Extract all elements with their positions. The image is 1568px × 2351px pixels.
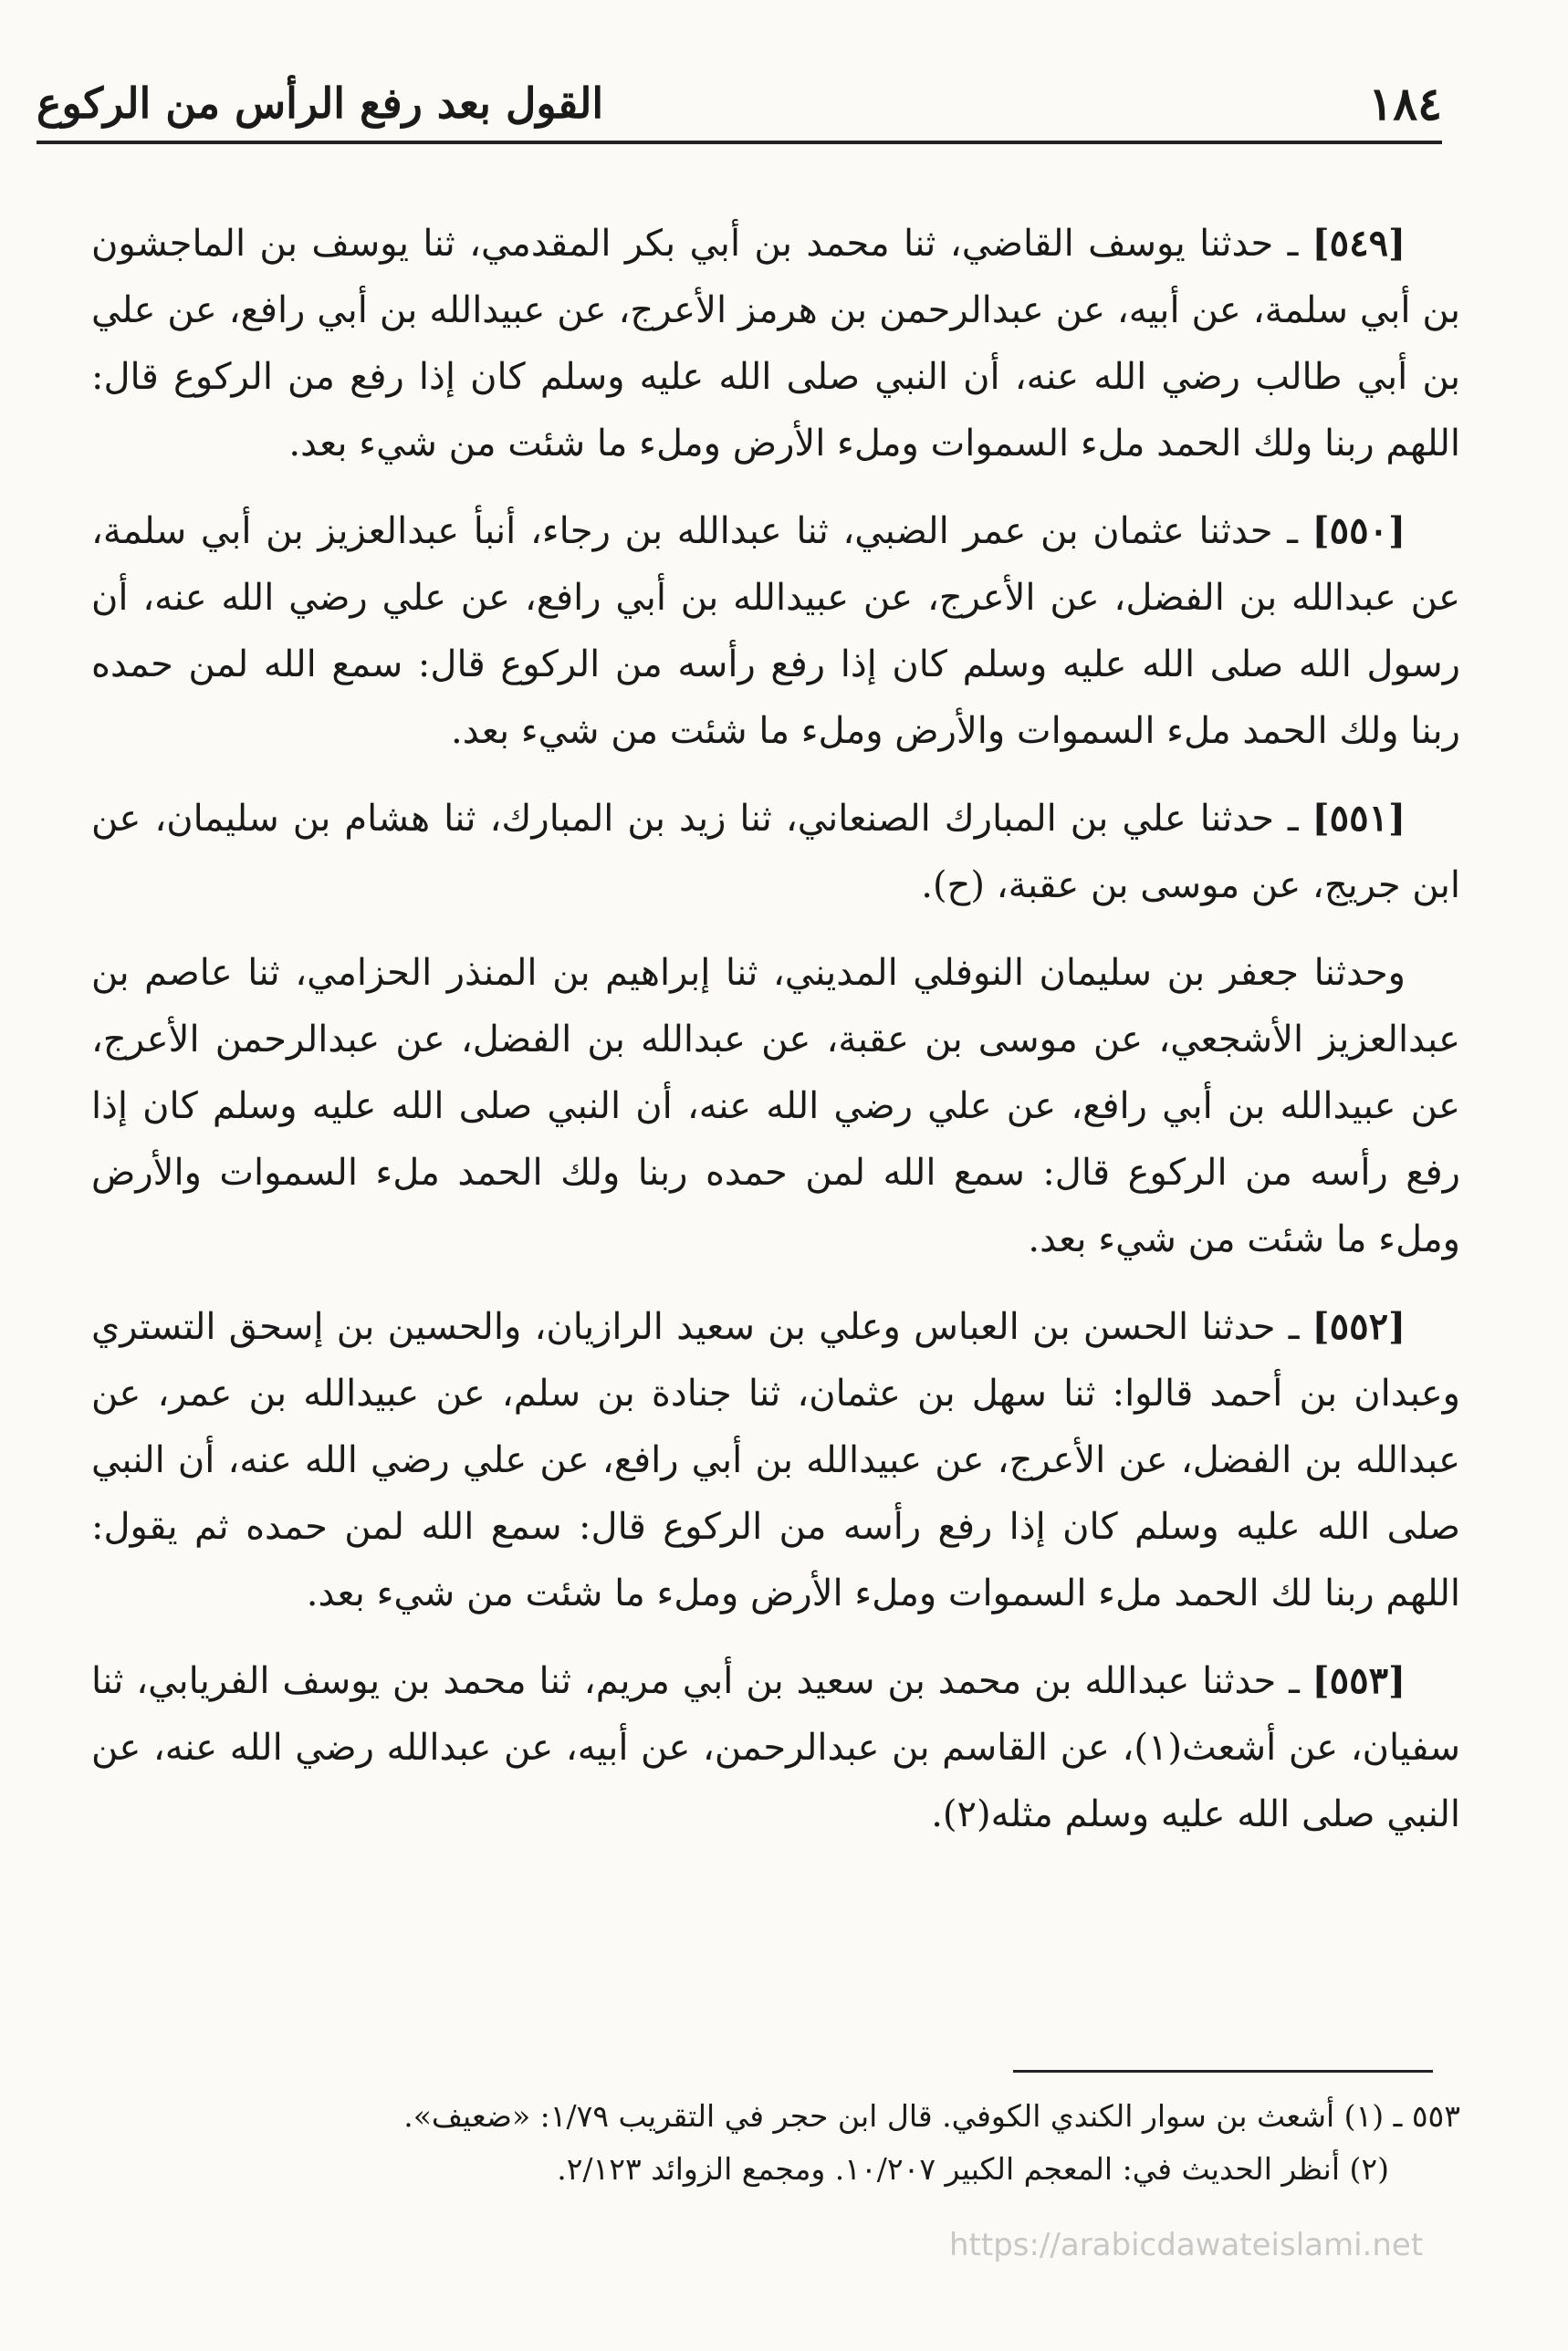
hadith-number: [٥٥٠] [1312, 509, 1406, 552]
hadith-550 [91, 497, 1460, 765]
hadith-text: ـ حدثنا عثمان بن عمر الضبي، ثنا عبدالله بن رجاء، أنبأ عبدالعزيز بن أبي سلمة، عن عبدالله بن الفضل، عن الأعرج، عن عبيدالله بن أبي رافع، عن علي رضي الله عنه، أن رسول الله صلى الله عليه وسلم كان إذا رفع رأسه من الركوع قال: سمع الله لمن حمده ربنا ولك الحمد ملء السموات والأرض وملء ما شئت من شيء بعد. [91, 510, 1460, 752]
hadith-number: [٥٥١] [1312, 797, 1406, 840]
hadith-551 [91, 785, 1460, 919]
hadith-549 [91, 210, 1460, 477]
header-rule [37, 141, 1442, 144]
footnotes [183, 2090, 1460, 2196]
hadith-number: [٥٤٩] [1312, 222, 1406, 265]
watermark-url: https://arabicdawateislami.net [949, 2227, 1424, 2263]
hadith-number: [٥٥٣] [1312, 1659, 1406, 1702]
hadith-number: [٥٥٢] [1312, 1305, 1406, 1348]
hadith-text: ـ حدثنا يوسف القاضي، ثنا محمد بن أبي بكر المقدمي، ثنا يوسف بن الماجشون بن أبي سلمة، عن أبيه، عن عبدالرحمن بن هرمز الأعرج، عن عبيدالله بن أبي رافع، عن علي بن أبي طالب رضي الله عنه، أن النبي صلى الله عليه وسلم كان إذا رفع من الركوع قال: اللهم ربنا ولك الحمد ملء السموات وملء الأرض وملء ما شئت من شيء بعد. [91, 223, 1460, 465]
footnote-separator [1013, 2070, 1433, 2073]
footnote-1: ٥٥٣ ـ (١) أشعث بن سوار الكندي الكوفي. قال ابن حجر في التقريب ١/٧٩: «ضعيف». [403, 2098, 1460, 2134]
hadith-551-alt-chain [91, 939, 1460, 1273]
hadith-text: وحدثنا جعفر بن سليمان النوفلي المديني، ثنا إبراهيم بن المنذر الحزامي، ثنا عاصم بن عبدالعزيز الأشجعي، عن موسى بن عقبة، عن عبدالله بن الفضل، عن عبدالرحمن الأعرج، عن عبيدالله بن أبي رافع، عن علي رضي الله عنه، أن النبي صلى الله عليه وسلم كان إذا رفع رأسه من الركوع قال: سمع الله لمن حمده ربنا ولك الحمد ملء السموات والأرض وملء ما شئت من شيء بعد. [91, 952, 1460, 1260]
hadith-552 [91, 1293, 1460, 1627]
hadith-text: ـ حدثنا علي بن المبارك الصنعاني، ثنا زيد بن المبارك، ثنا هشام بن سليمان، عن ابن جريج، عن موسى بن عقبة، (ح). [91, 798, 1460, 906]
footnote-2: (٢) أنظر الحديث في: المعجم الكبير ١٠/٢٠٧. ومجمع الزوائد ٢/١٢٣. [557, 2151, 1389, 2187]
running-title: القول بعد رفع الرأس من الركوع [37, 78, 604, 128]
page-number: ١٨٤ [1368, 77, 1442, 131]
page-header [37, 71, 1442, 144]
hadith-553 [91, 1647, 1460, 1848]
main-text [91, 210, 1460, 1868]
hadith-text: ـ حدثنا الحسن بن العباس وعلي بن سعيد الرازيان، والحسين بن إسحق التستري وعبدان بن أحمد قالوا: ثنا سهل بن عثمان، ثنا جنادة بن سلم، عن عبيدالله بن عمر، عن عبدالله بن الفضل، عن الأعرج، عن عبيدالله بن أبي رافع، عن علي رضي الله عنه، أن النبي صلى الله عليه وسلم كان إذا رفع رأسه من الركوع قال: سمع الله لمن حمده ثم يقول: اللهم ربنا لك الحمد ملء السموات وملء الأرض وملء ما شئت من شيء بعد. [91, 1306, 1460, 1614]
hadith-text: ـ حدثنا عبدالله بن محمد بن سعيد بن أبي مريم، ثنا محمد بن يوسف الفريابي، ثنا سفيان، عن أشعث(١)، عن القاسم بن عبدالرحمن، عن أبيه، عن عبدالله رضي الله عنه، عن النبي صلى الله عليه وسلم مثله(٢). [91, 1660, 1460, 1835]
